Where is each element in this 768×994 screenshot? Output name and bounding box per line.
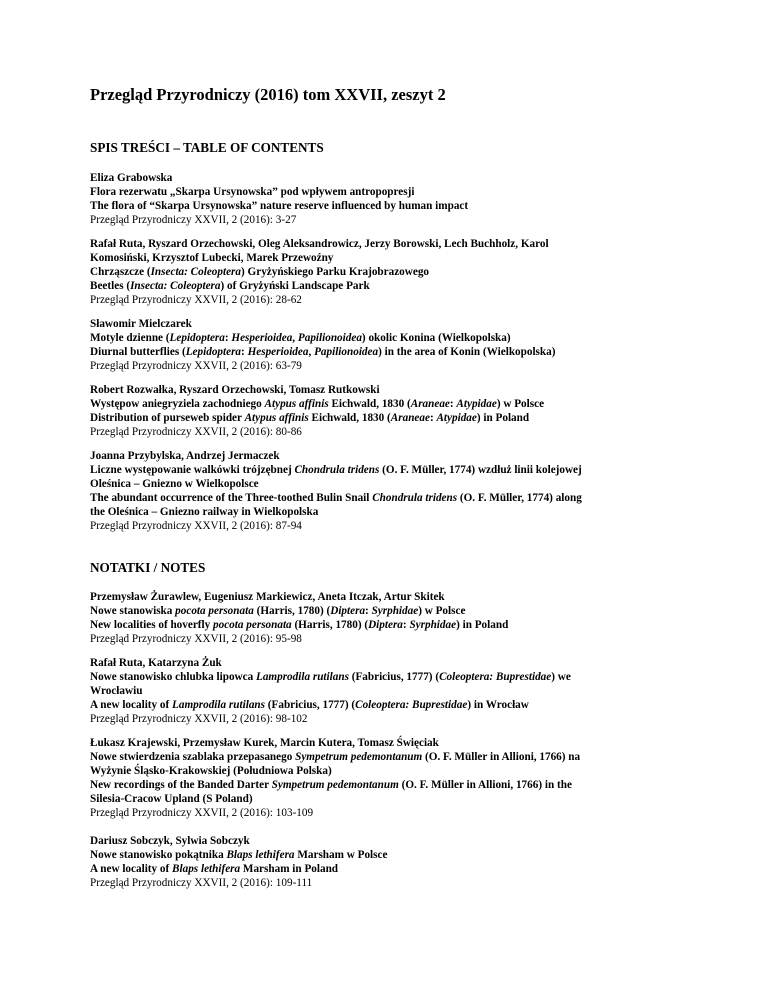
article-entry xyxy=(90,317,690,373)
note-citation: Przegląd Przyrodniczy XXVII, 2 (2016): 103-109 xyxy=(90,807,314,819)
note-authors: Dariusz Sobczyk, Sylwia Sobczyk xyxy=(90,835,250,847)
note-title-en: A new locality of Lamprodila rutilans (Fabricius, 1777) (Coleoptera: Buprestidae) in Wrocław xyxy=(90,699,529,711)
note-title-pl: Nowe stanowisko chlubka lipowca Lamprodila rutilans (Fabricius, 1777) (Coleoptera: Buprestidae) we xyxy=(90,671,571,683)
note-entry xyxy=(90,656,690,726)
notes-heading: NOTATKI / NOTES xyxy=(90,560,206,575)
article-title-en: Diurnal butterflies (Lepidoptera: Hesperioidea, Papilionoidea) in the area of Konin (Wielkopolska) xyxy=(90,346,556,358)
note-title-en: New recordings of the Banded Darter Sympetrum pedemontanum (O. F. Müller in Allioni, 1766) in the xyxy=(90,779,572,791)
article-entry xyxy=(90,449,690,533)
article-entry xyxy=(90,171,690,227)
article-authors: Rafał Ruta, Ryszard Orzechowski, Oleg Aleksandrowicz, Jerzy Borowski, Lech Buchholz, Karol xyxy=(90,238,549,250)
article-authors: Sławomir Mielczarek xyxy=(90,318,192,330)
note-title-en: A new locality of Blaps lethifera Marsham in Poland xyxy=(90,863,339,875)
note-authors: Przemysław Żurawlew, Eugeniusz Markiewicz, Aneta Itczak, Artur Skitek xyxy=(90,591,445,603)
article-title-pl: Flora rezerwatu „Skarpa Ursynowska” pod wpływem antropopresji xyxy=(90,186,415,198)
note-entry xyxy=(90,736,690,820)
article-title-pl: Chrząszcze (Insecta: Coleoptera) Gryżyńskiego Parku Krajobrazowego xyxy=(90,266,430,278)
article-citation: Przegląd Przyrodniczy XXVII, 2 (2016): 3-27 xyxy=(90,214,297,226)
contents-heading: SPIS TREŚCI – TABLE OF CONTENTS xyxy=(90,140,324,155)
note-entry xyxy=(90,834,690,890)
article-title-pl: Występow aniegryziela zachodniego Atypus affinis Eichwald, 1830 (Araneae: Atypidae) w Polsce xyxy=(90,398,545,410)
article-title-pl: Liczne występowanie walkówki trójzębnej Chondrula tridens (O. F. Müller, 1774) wzdłuż linii kolejowej xyxy=(90,464,582,476)
article-title-en: The flora of “Skarpa Ursynowska” nature reserve influenced by human impact xyxy=(90,200,469,212)
note-citation: Przegląd Przyrodniczy XXVII, 2 (2016): 95-98 xyxy=(90,633,302,645)
article-entry xyxy=(90,383,690,439)
article-citation: Przegląd Przyrodniczy XXVII, 2 (2016): 28-62 xyxy=(90,294,302,306)
article-citation: Przegląd Przyrodniczy XXVII, 2 (2016): 63-79 xyxy=(90,360,302,372)
article-title-en: Distribution of purseweb spider Atypus affinis Eichwald, 1830 (Araneae: Atypidae) in Poland xyxy=(90,412,530,424)
note-authors: Łukasz Krajewski, Przemysław Kurek, Marcin Kutera, Tomasz Święciak xyxy=(90,737,439,749)
note-authors: Rafał Ruta, Katarzyna Żuk xyxy=(90,657,222,669)
article-title-en: The abundant occurrence of the Three-toothed Bulin Snail Chondrula tridens (O. F. Müller, 1774) along xyxy=(90,492,582,504)
article-title-pl: Oleśnica – Gniezno w Wielkopolsce xyxy=(90,478,259,490)
article-authors: Komosiński, Krzysztof Lubecki, Marek Przewoźny xyxy=(90,252,334,264)
article-authors: Eliza Grabowska xyxy=(90,172,173,184)
article-citation: Przegląd Przyrodniczy XXVII, 2 (2016): 87-94 xyxy=(90,520,302,532)
note-citation: Przegląd Przyrodniczy XXVII, 2 (2016): 109-111 xyxy=(90,877,313,889)
article-title-pl: Motyle dzienne (Lepidoptera: Hesperioidea, Papilionoidea) okolic Konina (Wielkopolska) xyxy=(90,332,511,344)
note-title-en: New localities of hoverfly pocota personata (Harris, 1780) (Diptera: Syrphidae) in Poland xyxy=(90,619,509,631)
note-title-pl: Nowe stwierdzenia szablaka przepasanego Sympetrum pedemontanum (O. F. Müller in Allioni, 1766) na xyxy=(90,751,581,763)
note-title-pl: Wrocławiu xyxy=(90,685,143,697)
journal-title: Przegląd Przyrodniczy (2016) tom XXVII, zeszyt 2 xyxy=(90,85,446,104)
article-authors: Joanna Przybylska, Andrzej Jermaczek xyxy=(90,450,280,462)
note-title-pl: Nowe stanowisko pokątnika Blaps lethifera Marsham w Polsce xyxy=(90,849,388,861)
note-title-pl: Wyżynie Śląsko-Krakowskiej (Południowa Polska) xyxy=(90,765,332,777)
note-citation: Przegląd Przyrodniczy XXVII, 2 (2016): 98-102 xyxy=(90,713,308,725)
note-entry xyxy=(90,590,690,646)
article-authors: Robert Rozwałka, Ryszard Orzechowski, Tomasz Rutkowski xyxy=(90,384,380,396)
article-title-en: Beetles (Insecta: Coleoptera) of Gryżyński Landscape Park xyxy=(90,280,370,292)
article-citation: Przegląd Przyrodniczy XXVII, 2 (2016): 80-86 xyxy=(90,426,302,438)
note-title-en: Silesia-Cracow Upland (S Poland) xyxy=(90,793,253,805)
article-title-en: the Oleśnica – Gniezno railway in Wielkopolska xyxy=(90,506,319,518)
article-entry xyxy=(90,237,690,307)
note-title-pl: Nowe stanowiska pocota personata (Harris, 1780) (Diptera: Syrphidae) w Polsce xyxy=(90,605,466,617)
